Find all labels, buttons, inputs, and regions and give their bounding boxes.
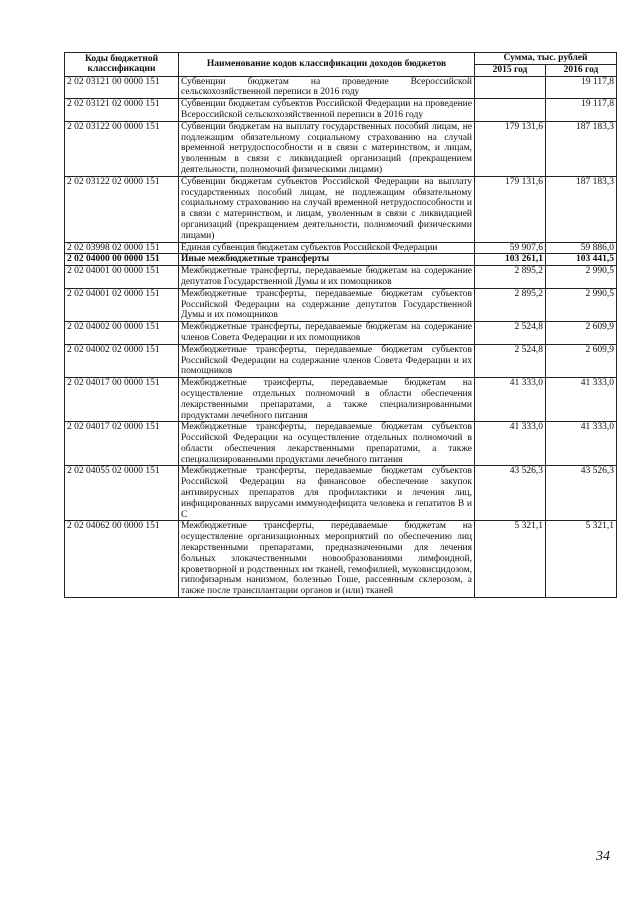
row-value-2016: 2 609,9 xyxy=(546,344,617,377)
row-value-2016: 2 990,5 xyxy=(546,266,617,289)
row-name: Межбюджетные трансферты, передаваемые бюджетам субъектов Российской Федерации на содержание депутатов Государственной Думы и их помощников xyxy=(179,288,475,321)
row-code: 2 02 03121 02 0000 151 xyxy=(65,99,179,122)
row-value-2016: 41 333,0 xyxy=(546,422,617,466)
row-code: 2 02 03122 00 0000 151 xyxy=(65,121,179,176)
row-code: 2 02 03122 02 0000 151 xyxy=(65,176,179,242)
row-name: Субвенции бюджетам субъектов Российской Федерации на выплату государственных пособий лицам, не подлежащим обязательному социальному страхованию на случай временной нетрудоспособности и в связи с материнством, и лицам, уволенным в связи с ликвидацией организаций (прекращением деятельности, полномочий физическими лицами) xyxy=(179,176,475,242)
row-value-2015: 179 131,6 xyxy=(475,121,546,176)
table-row xyxy=(65,288,617,321)
row-name: Межбюджетные трансферты, передаваемые бюджетам на содержание членов Совета Федерации и их помощников xyxy=(179,322,475,345)
page-number: 34 xyxy=(596,849,610,864)
header-2015: 2015 год xyxy=(475,64,546,76)
table-row xyxy=(65,344,617,377)
header-codes: Коды бюджетной классификации xyxy=(65,53,179,77)
row-value-2016: 187 183,3 xyxy=(546,176,617,242)
row-value-2016: 2 609,9 xyxy=(546,322,617,345)
row-value-2016: 43 526,3 xyxy=(546,466,617,521)
row-value-2015: 2 895,2 xyxy=(475,288,546,321)
row-value-2015: 103 261,1 xyxy=(475,254,546,266)
row-value-2015: 2 895,2 xyxy=(475,266,546,289)
table-row xyxy=(65,76,617,99)
row-code: 2 02 04002 00 0000 151 xyxy=(65,322,179,345)
table-row xyxy=(65,121,617,176)
table-row xyxy=(65,466,617,521)
row-name: Межбюджетные трансферты, передаваемые бюджетам субъектов Российской Федерации на содержание членов Совета Федерации и их помощников xyxy=(179,344,475,377)
row-code: 2 02 04017 02 0000 151 xyxy=(65,422,179,466)
row-name: Субвенции бюджетам субъектов Российской Федерации на проведение Всероссийской сельскохозяйственной переписи в 2016 году xyxy=(179,99,475,122)
row-code: 2 02 04055 02 0000 151 xyxy=(65,466,179,521)
table-row xyxy=(65,422,617,466)
row-value-2016: 103 441,5 xyxy=(546,254,617,266)
row-name: Субвенции бюджетам на проведение Всероссийской сельскохозяйственной переписи в 2016 году xyxy=(179,76,475,99)
row-code: 2 02 03998 02 0000 151 xyxy=(65,242,179,254)
row-value-2016: 41 333,0 xyxy=(546,378,617,422)
row-value-2016: 59 886,0 xyxy=(546,242,617,254)
row-name: Иные межбюджетные трансферты xyxy=(179,254,475,266)
row-code: 2 02 04000 00 0000 151 xyxy=(65,254,179,266)
row-name: Межбюджетные трансферты, передаваемые бюджетам субъектов Российской Федерации на осуществление отдельных полномочий в области обеспечения лекарственными препаратами, а также специализированными продуктами лечебного питания xyxy=(179,422,475,466)
row-name: Межбюджетные трансферты, передаваемые бюджетам субъектов Российской Федерации на финансовое обеспечение закупок антивирусных препаратов для профилактики и лечения лиц, инфицированных вирусами иммунодефицита человека и гепатитов В и С xyxy=(179,466,475,521)
table-row xyxy=(65,242,617,254)
header-2016: 2016 год xyxy=(546,64,617,76)
table-row xyxy=(65,254,617,266)
header-name: Наименование кодов классификации доходов бюджетов xyxy=(179,53,475,77)
row-value-2015 xyxy=(475,99,546,122)
row-value-2015: 2 524,8 xyxy=(475,322,546,345)
row-value-2016: 19 117,8 xyxy=(546,99,617,122)
row-value-2015: 5 321,1 xyxy=(475,521,546,598)
table-row xyxy=(65,378,617,422)
row-code: 2 02 03121 00 0000 151 xyxy=(65,76,179,99)
row-code: 2 02 04001 02 0000 151 xyxy=(65,288,179,321)
row-value-2015: 41 333,0 xyxy=(475,378,546,422)
row-value-2015: 43 526,3 xyxy=(475,466,546,521)
table-row xyxy=(65,521,617,598)
row-value-2016: 2 990,5 xyxy=(546,288,617,321)
row-value-2015: 2 524,8 xyxy=(475,344,546,377)
row-value-2016: 187 183,3 xyxy=(546,121,617,176)
table-body xyxy=(65,76,617,597)
table-row xyxy=(65,266,617,289)
row-value-2015: 179 131,6 xyxy=(475,176,546,242)
row-name: Единая субвенция бюджетам субъектов Российской Федерации xyxy=(179,242,475,254)
row-code: 2 02 04017 00 0000 151 xyxy=(65,378,179,422)
row-value-2015: 59 907,6 xyxy=(475,242,546,254)
row-value-2015: 41 333,0 xyxy=(475,422,546,466)
row-value-2016: 19 117,8 xyxy=(546,76,617,99)
table-row xyxy=(65,99,617,122)
row-code: 2 02 04001 00 0000 151 xyxy=(65,266,179,289)
row-value-2016: 5 321,1 xyxy=(546,521,617,598)
table-row xyxy=(65,322,617,345)
row-name: Межбюджетные трансферты, передаваемые бюджетам на осуществление отдельных полномочий в области обеспечения лекарственными препаратами, а также специализированными продуктами лечебного питания xyxy=(179,378,475,422)
row-name: Субвенции бюджетам на выплату государственных пособий лицам, не подлежащим обязательному социальному страхованию на случай временной нетрудоспособности и в связи с материнством, и лицам, уволенным в связи с ликвидацией организаций (прекращением деятельности, полномочий физическими лицами) xyxy=(179,121,475,176)
row-value-2015 xyxy=(475,76,546,99)
row-name: Межбюджетные трансферты, передаваемые бюджетам на содержание депутатов Государственной Думы и их помощников xyxy=(179,266,475,289)
row-code: 2 02 04002 02 0000 151 xyxy=(65,344,179,377)
row-name: Межбюджетные трансферты, передаваемые бюджетам на осуществление организационных мероприятий по обеспечению лиц лекарственными препаратами, предназначенными для лечения больных злокачественными новообразованиями лимфоидной, кроветворной и родственных им тканей, гемофилией, муковисцидозом, гипофизарным нанизмом, болезнью Гоше, рассеянным склерозом, а также после трансплантации органов и (или) тканей xyxy=(179,521,475,598)
header-sum: Сумма, тыс. рублей xyxy=(475,53,617,65)
table-row xyxy=(65,176,617,242)
budget-table xyxy=(64,52,617,598)
row-code: 2 02 04062 00 0000 151 xyxy=(65,521,179,598)
